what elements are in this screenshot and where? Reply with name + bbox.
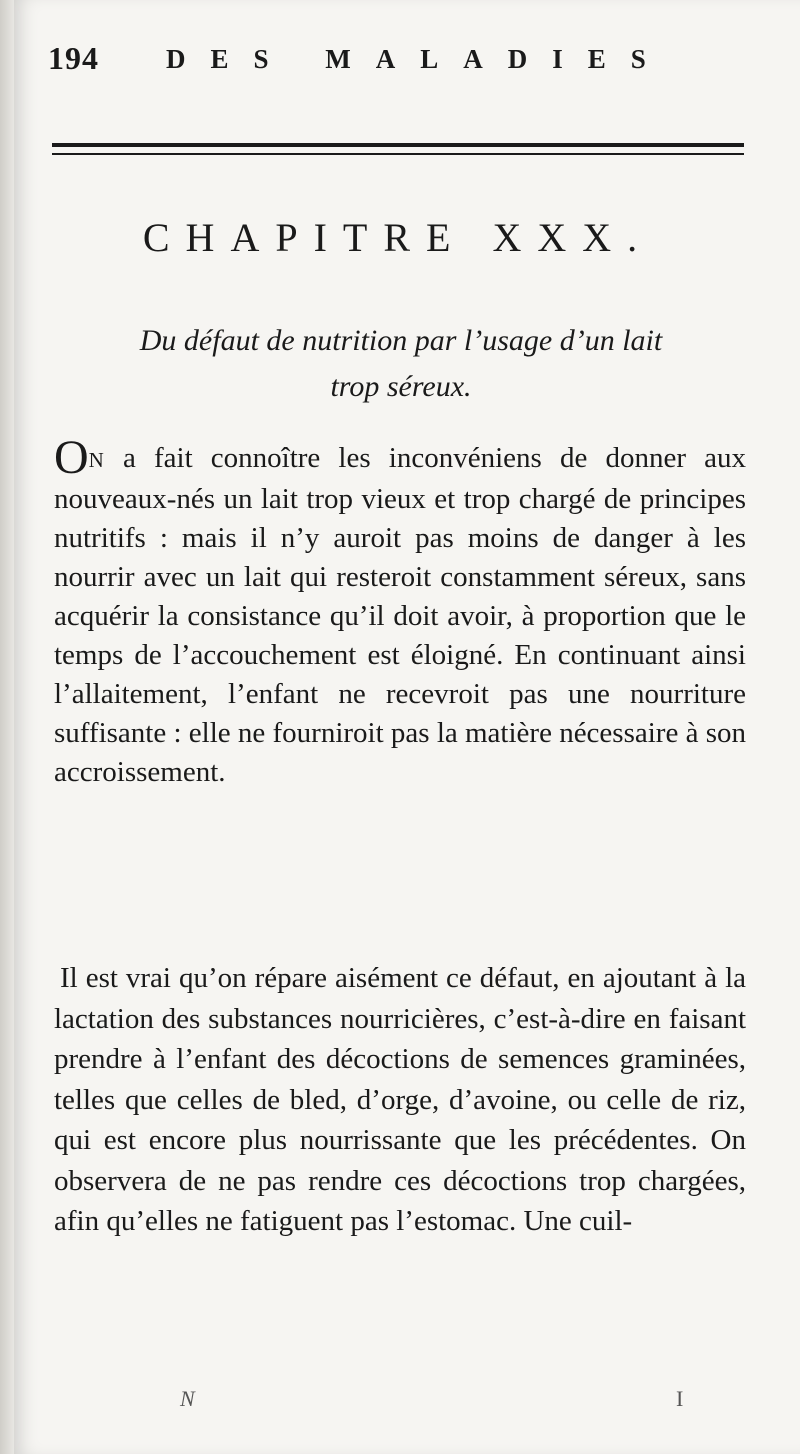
chapter-subtitle-line2: trop séreux. xyxy=(330,370,472,403)
signature-mark-left: N xyxy=(180,1386,197,1411)
page-header xyxy=(48,36,748,86)
running-head: DES MALADIES xyxy=(166,44,671,74)
paragraph-1-text: a fait connoître les inconvéniens de donner aux nouveaux-nés un lait trop vieux et trop chargé de principes nutritifs : mais il n’y auroit pas moins de danger à les nourrir avec un lait qui resteroit constamment séreux, sans acquérir la consistance qu’il doit avoir, à proportion que le temps de l’accouchement est éloigné. En continuant ainsi l’allaitement, l’enfant ne recevroit pas une nourriture suffisante : elle ne fourniroit pas la matière nécessaire à son accroissement. xyxy=(54,442,746,788)
header-rule-thick xyxy=(52,143,744,147)
small-cap: N xyxy=(88,448,105,472)
chapter-subtitle xyxy=(56,318,746,410)
header-rule-thin xyxy=(52,153,744,155)
paragraph-1 xyxy=(54,431,746,792)
bleed-through xyxy=(60,112,760,144)
page-number: 194 xyxy=(48,40,99,76)
chapter-subtitle-line1: Du défaut de nutrition par l’usage d’un lait xyxy=(139,324,663,357)
signature-mark-right: I xyxy=(676,1386,684,1411)
chapter-title: CHAPITRE XXX. xyxy=(142,215,654,260)
paragraph-2 xyxy=(54,958,746,1242)
drop-cap: O xyxy=(54,431,89,484)
paragraph-2-text: Il est vrai qu’on répare aisément ce défaut, en ajoutant à la lactation des substances nourricières, c’est-à-dire en faisant prendre à l’enfant des décoctions de semences graminées, telles que celles de bled, d’orge, d’avoine, ou celle de riz, qui est encore plus nourrissante que les précédentes. On observera de ne pas rendre ces décoctions trop chargées, afin qu’elles ne fatiguent pas l’estomac. Une cuil- xyxy=(54,962,746,1237)
